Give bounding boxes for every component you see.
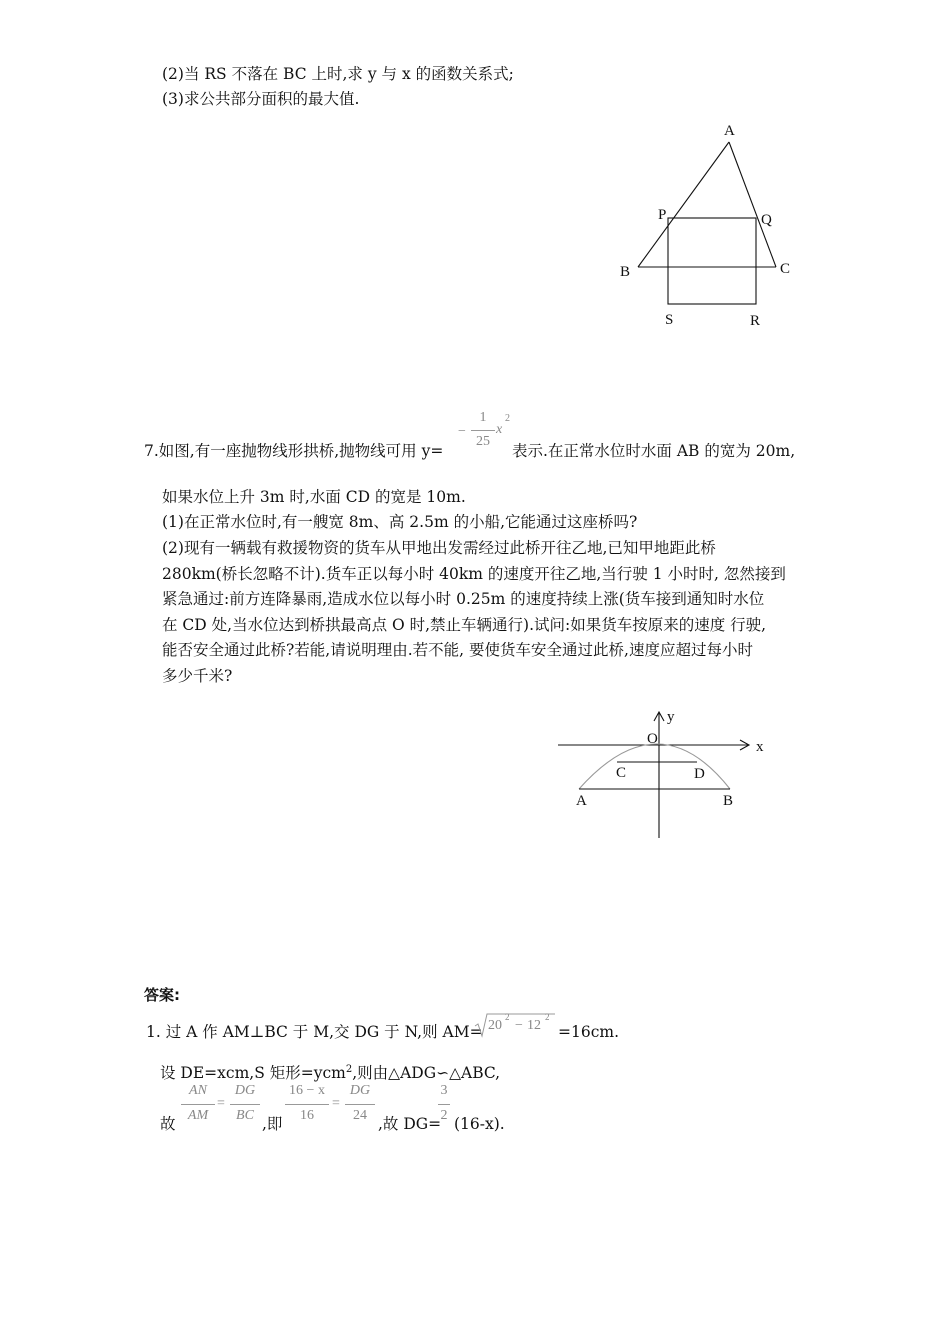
answer-1-prefix: 1. 过 A 作 AM⊥BC 于 M,交 DG 于 N,则 AM= (146, 1023, 483, 1041)
fraction-dg-24: DG 24 (344, 1083, 376, 1129)
answer-1-line2: 设 DE=xcm,S 矩形=ycm$^2$,则由△ADG∽△ABC, (160, 1064, 501, 1083)
label-P: P (658, 207, 667, 223)
label-C: C (780, 261, 791, 277)
q7-formula: − 1 25 x 2 (458, 410, 510, 449)
answer-1-gu-dg: ,故 DG= (378, 1115, 442, 1133)
q7-part2-line: 280km(桥长忽略不计).货车正以每小时 40km 的速度开往乙地,当行驶 1 小时时, 忽然接到 (162, 564, 786, 583)
label-y: y (667, 709, 675, 725)
fraction-an-am: AN AM (180, 1083, 216, 1129)
label-A: A (724, 123, 735, 139)
answer-1-suffix: =16cm. (558, 1023, 620, 1041)
answer-1-ji: ,即 (262, 1115, 283, 1133)
answer-heading: 答案: (144, 986, 180, 1004)
fraction-3-2: 3 2 (436, 1083, 452, 1129)
rectangle-pqrs (668, 218, 756, 304)
label-D: D (694, 766, 705, 782)
equals-2: = (332, 1096, 340, 1111)
label-B: B (723, 793, 734, 809)
label-O: O (647, 731, 658, 747)
fraction-16x-16: 16 − x 16 (284, 1083, 330, 1129)
q7-part2 (162, 536, 786, 689)
q7-part2-line: 紧急通过:前方连降暴雨,造成水位以每小时 0.25m 的速度持续上涨(货车接到通知时水位 (162, 590, 765, 608)
q7-line2: 如果水位上升 3m 时,水面 CD 的宽是 10m. (162, 488, 466, 506)
label-A: A (576, 793, 587, 809)
q6-part3: (3)求公共部分面积的最大值. (162, 90, 360, 108)
answer-1-gu: 故 (160, 1115, 176, 1133)
q7-part2-line: 多少千米? (162, 666, 233, 685)
label-B: B (620, 264, 631, 280)
q7-part2-line: 在 CD 处,当水位达到桥拱最高点 O 时,禁止车辆通行).试问:如果货车按原来的速度 行驶, (162, 615, 767, 634)
label-R: R (750, 313, 761, 329)
q6-part2: (2)当 RS 不落在 BC 上时,求 y 与 x 的函数关系式; (162, 65, 514, 83)
fraction-dg-bc: DG BC (229, 1083, 261, 1129)
sqrt-expression: 20 2 − 12 2 (474, 1012, 556, 1038)
q7-part2-line: 能否安全通过此桥?若能,请说明理由.若不能, 要使货车安全通过此桥,速度应超过每小时 (162, 641, 753, 659)
parabola-arch (579, 744, 730, 789)
label-S: S (665, 312, 674, 328)
triangle-figure (600, 115, 820, 335)
parabola-figure (550, 705, 780, 845)
q7-part2-line: (2)现有一辆载有救援物资的货车从甲地出发需经过此桥开往乙地,已知甲地距此桥 (162, 539, 716, 557)
label-C: C (616, 765, 627, 781)
label-Q: Q (761, 212, 772, 228)
side-ac (729, 142, 776, 267)
q7-part1: (1)在正常水位时,有一艘宽 8m、高 2.5m 的小船,它能通过这座桥吗? (162, 513, 638, 531)
side-ab (638, 142, 729, 267)
equals-1: = (217, 1096, 225, 1111)
label-x: x (756, 739, 764, 755)
q7-intro-b: 表示.在正常水位时水面 AB 的宽为 20m, (512, 442, 796, 460)
q7-intro-a: 7.如图,有一座抛物线形拱桥,抛物线可用 y= (144, 442, 444, 460)
answer-1-tail: (16-x). (454, 1115, 505, 1133)
